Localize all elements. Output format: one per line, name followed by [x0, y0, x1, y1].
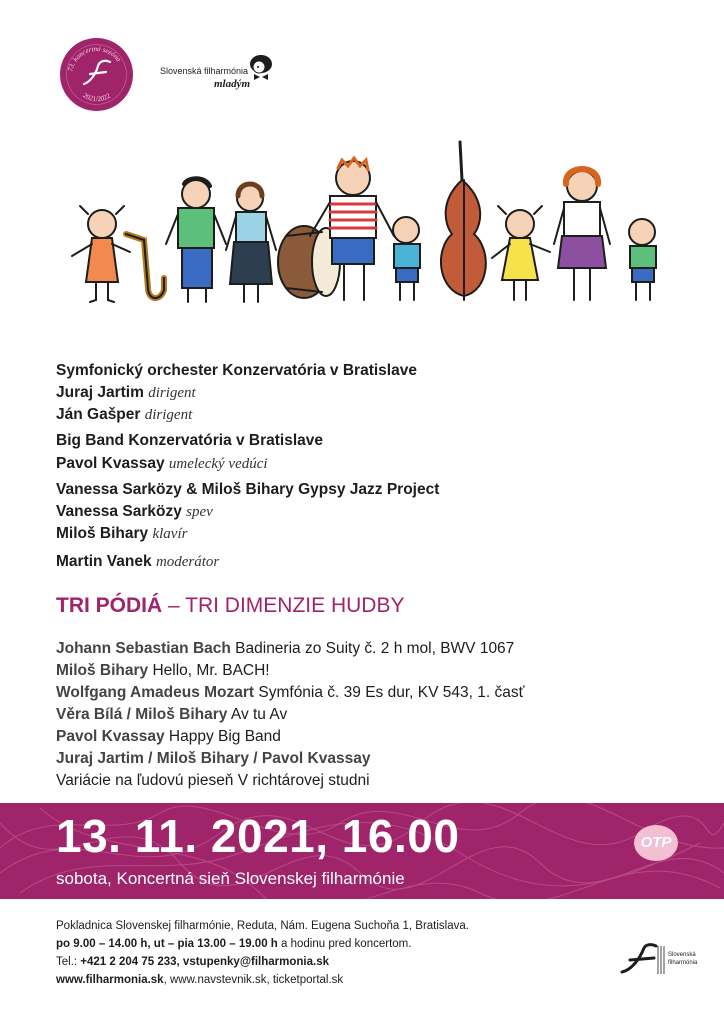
- svg-text:Slovenská: Slovenská: [668, 952, 696, 958]
- program-work: Symfónia č. 39 Es dur, KV 543, 1. časť: [254, 684, 525, 701]
- performer-name: Big Band Konzervatória v Bratislave: [56, 432, 324, 449]
- brand-tagline: mladým: [214, 78, 251, 90]
- program-work: Happy Big Band: [164, 728, 281, 745]
- performer-line: [56, 455, 268, 473]
- program-composer: Miloš Bihary: [56, 662, 149, 679]
- sponsor-name: OTP: [640, 834, 672, 851]
- performer-name: Ján Gašper: [56, 406, 141, 423]
- performer-line: [56, 553, 219, 571]
- philharmonic-logo: [618, 940, 708, 980]
- program-item: [56, 662, 270, 680]
- girl-blue-figure: [226, 184, 276, 302]
- program-composer: Johann Sebastian Bach: [56, 640, 231, 657]
- program-item: [56, 728, 281, 746]
- program-item: [56, 750, 370, 768]
- saxophone-icon: [126, 234, 164, 298]
- concert-title: [56, 594, 404, 618]
- program-composer: Pavol Kvassay: [56, 728, 165, 745]
- performer-line: [56, 362, 417, 380]
- program-item: [56, 706, 287, 724]
- performer-name: Pavol Kvassay: [56, 455, 165, 472]
- contact-line: [56, 956, 329, 968]
- performer-name: Martin Vanek: [56, 553, 152, 570]
- concert-title-bold: TRI PÓDIÁ: [56, 594, 163, 617]
- performer-role: dirigent: [148, 385, 196, 401]
- date-banner: [0, 803, 724, 899]
- svg-text:2021/2022: 2021/2022: [81, 91, 112, 104]
- hours-rest: a hodinu pred koncertom.: [277, 938, 412, 950]
- philharmonic-logo-icon: [618, 940, 708, 980]
- program-work: Av tu Av: [227, 706, 288, 723]
- program-work: Badineria zo Suity č. 2 h mol, BWV 1067: [230, 640, 515, 657]
- tel-email: +421 2 204 75 233, vstupenky@filharmonia.sk: [80, 956, 329, 968]
- sponsor-logo: [634, 825, 678, 861]
- performer-line: [56, 406, 192, 424]
- performer-role: spev: [186, 504, 213, 520]
- website-main[interactable]: www.filharmonia.sk: [56, 974, 164, 986]
- performer-role: dirigent: [144, 407, 193, 423]
- box-office-address: Pokladnica Slovenskej filharmónie, Reduta, Nám. Eugena Suchoňa 1, Bratislava.: [56, 920, 469, 932]
- hours-bold: po 9.00 – 14.00 h, ut – pia 13.00 – 19.00 h: [56, 938, 278, 950]
- woman-purple-figure: [554, 169, 610, 300]
- program-composer: Věra Bílá / Miloš Bihary: [56, 706, 228, 723]
- program-item: [56, 640, 514, 658]
- season-seal-logo: [60, 38, 133, 111]
- performer-role: moderátor: [155, 554, 220, 570]
- boy-green-figure: [166, 178, 226, 302]
- program-item: [56, 684, 524, 702]
- performer-role: klavír: [152, 526, 188, 542]
- concert-title-rest: – TRI DIMENZIE HUDBY: [162, 594, 405, 617]
- performer-name: Vanessa Sarközy: [56, 503, 182, 520]
- small-boy-green-figure: [629, 219, 656, 300]
- performer-line: [56, 481, 439, 499]
- brand-name: Slovenská filharmónia: [160, 66, 249, 76]
- websites-other[interactable]: , www.navstevnik.sk, ticketportal.sk: [163, 974, 344, 986]
- performer-line: [56, 503, 213, 521]
- performer-role: umelecký vedúci: [168, 456, 268, 472]
- event-venue: sobota, Koncertná sieň Slovenskej filharmónie: [56, 869, 405, 888]
- box-office-hours: [56, 938, 411, 950]
- program-work: Hello, Mr. BACH!: [148, 662, 270, 679]
- girl-orange-figure: [72, 206, 130, 302]
- svg-text:73. koncertná sezóna: 73. koncertná sezóna: [66, 44, 123, 73]
- double-bass-icon: [441, 142, 486, 300]
- performer-name: Miloš Bihary: [56, 525, 149, 542]
- girl-yellow-figure: [492, 206, 550, 300]
- performer-line: [56, 525, 187, 543]
- program-composer: Wolfgang Amadeus Mozart: [56, 684, 255, 701]
- program-work: Variácie na ľudovú pieseň V richtárovej studni: [56, 772, 370, 789]
- performer-line: [56, 432, 323, 450]
- conductor-mascot-icon: [246, 52, 276, 86]
- performer-line: [56, 384, 196, 402]
- websites-line: [56, 974, 343, 986]
- program-composer: Juraj Jartim / Miloš Bihary / Pavol Kvassay: [56, 750, 371, 767]
- small-boy-figure: [393, 217, 420, 300]
- performer-name: Symfonický orchester Konzervatória v Bratislave: [56, 362, 417, 379]
- children-musicians-illustration: [60, 140, 670, 310]
- brand-logo: [160, 52, 280, 94]
- event-date: 13. 11. 2021, 16.00: [56, 810, 460, 862]
- performer-name: Vanessa Sarközy & Miloš Bihary Gypsy Jazz Project: [56, 481, 440, 498]
- performer-name: Juraj Jartim: [56, 384, 144, 401]
- svg-text:filharmónia: filharmónia: [668, 960, 698, 966]
- program-item: [56, 772, 370, 790]
- tel-label: Tel.:: [56, 956, 81, 968]
